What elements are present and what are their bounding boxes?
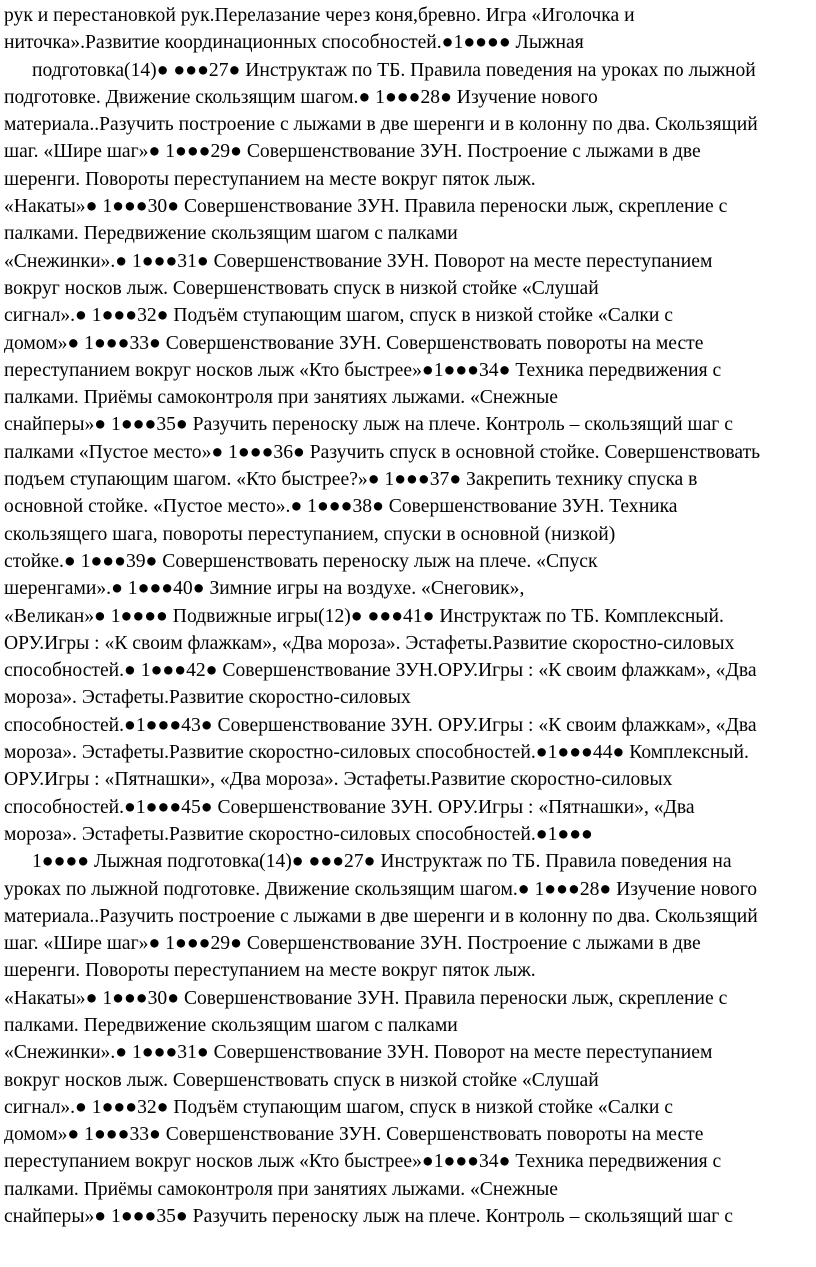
text-line-16: снайперы»● 1●●●35● Разучить переноску лыж на плече. Контроль – скользящий шаг с [4,414,733,436]
text-line-32: 1●●●● Лыжная подготовка(14)● ●●●27● Инструктаж по ТБ. Правила поведения на [32,851,732,873]
text-line-31: мороза». Эстафеты.Развитие скоростно-силовых способностей.●1●●● [4,823,593,845]
text-line-29: ОРУ.Игры : «Пятнашки», «Два мороза». Эстафеты.Развитие скоростно-силовых [4,769,673,791]
text-line-35: шаг. «Шире шаг»● 1●●●29● Совершенствование ЗУН. Построение с лыжами в две [4,933,701,955]
text-line-11: вокруг носков лыж. Совершенствовать спуск в низкой стойке «Слушай [4,277,599,299]
text-line-21: стойке.● 1●●●39● Совершенствовать переноску лыж на плече. «Спуск [4,550,598,572]
text-line-27: способностей.●1●●●43● Совершенствование ЗУН. ОРУ.Игры : «К своим флажкам», «Два [4,714,757,736]
text-line-28: мороза». Эстафеты.Развитие скоростно-силовых способностей.●1●●●44● Комплексный. [4,742,749,764]
text-line-34: материала..Разучить построение с лыжами в две шеренги и в колонну по два. Скользящий [4,905,758,927]
text-line-22: шеренгами».● 1●●●40● Зимние игры на воздухе. «Снеговик», [4,578,525,600]
text-line-7: шеренги. Повороты переступанием на месте вокруг пяток лыж. [4,168,536,190]
text-line-14: переступанием вокруг носков лыж «Кто быстрее»●1●●●34● Техника передвижения с [4,359,722,381]
text-line-9: палками. Передвижение скользящим шагом с палками [4,223,458,245]
text-line-30: способностей.●1●●●45● Совершенствование ЗУН. ОРУ.Игры : «Пятнашки», «Два [4,796,695,818]
text-line-40: вокруг носков лыж. Совершенствовать спуск в низкой стойке «Слушай [4,1069,599,1091]
text-line-2: ниточка».Развитие координационных способностей.●1●●●● Лыжная [4,32,584,54]
text-line-13: домом»● 1●●●33● Совершенствование ЗУН. Совершенствовать повороты на месте [4,332,704,354]
text-line-17: палками «Пустое место»● 1●●●36● Разучить спуск в основной стойке. Совершенствовать [4,441,761,463]
text-line-4: подготовке. Движение скользящим шагом.● 1●●●28● Изучение нового [4,86,598,108]
text-line-43: переступанием вокруг носков лыж «Кто быстрее»●1●●●34● Техника передвижения с [4,1151,722,1173]
text-line-18: подъем ступающим шагом. «Кто быстрее?»● 1●●●37● Закрепить технику спуска в [4,469,698,491]
text-line-19: основной стойке. «Пустое место».● 1●●●38● Совершенствование ЗУН. Техника [4,496,678,518]
text-line-5: материала..Разучить построение с лыжами в две шеренги и в колонну по два. Скользящий [4,114,758,136]
text-line-44: палками. Приёмы самоконтроля при занятиях лыжами. «Снежные [4,1178,558,1200]
text-line-3: подготовка(14)● ●●●27● Инструктаж по ТБ. Правила поведения на уроках по лыжной [32,59,756,81]
text-line-41: сигнал».● 1●●●32● Подъём ступающим шагом, спуск в низкой стойке «Салки с [4,1096,674,1118]
text-line-25: способностей.● 1●●●42● Совершенствование ЗУН.ОРУ.Игры : «К своим флажкам», «Два [4,660,757,682]
text-line-23: «Великан»● 1●●●● Подвижные игры(12)● ●●●41● Инструктаж по ТБ. Комплексный. [4,605,724,627]
text-line-6: шаг. «Шире шаг»● 1●●●29● Совершенствование ЗУН. Построение с лыжами в две [4,141,701,163]
text-line-8: «Накаты»● 1●●●30● Совершенствование ЗУН. Правила переноски лыж, скрепление с [4,196,728,218]
text-line-26: мороза». Эстафеты.Развитие скоростно-силовых [4,687,411,709]
text-line-38: палками. Передвижение скользящим шагом с палками [4,1014,458,1036]
text-line-10: «Снежинки».● 1●●●31● Совершенствование ЗУН. Поворот на месте переступанием [4,250,713,272]
text-line-45: снайперы»● 1●●●35● Разучить переноску лыж на плече. Контроль – скользящий шаг с [4,1206,733,1228]
text-line-37: «Накаты»● 1●●●30● Совершенствование ЗУН. Правила переноски лыж, скрепление с [4,987,728,1009]
text-line-24: ОРУ.Игры : «К своим флажкам», «Два мороза». Эстафеты.Развитие скоростно-силовых [4,632,735,654]
text-line-1: рук и перестановкой рук.Перелазание через коня,бревно. Игра «Иголочка и [4,5,635,26]
text-line-42: домом»● 1●●●33● Совершенствование ЗУН. Совершенствовать повороты на месте [4,1124,704,1146]
text-line-15: палками. Приёмы самоконтроля при занятиях лыжами. «Снежные [4,387,558,409]
text-line-36: шеренги. Повороты переступанием на месте вокруг пяток лыж. [4,960,536,982]
text-line-20: скользящего шага, повороты переступанием, спуски в основной (низкой) [4,523,616,545]
text-line-12: сигнал».● 1●●●32● Подъём ступающим шагом, спуск в низкой стойке «Салки с [4,305,674,327]
text-line-39: «Снежинки».● 1●●●31● Совершенствование ЗУН. Поворот на месте переступанием [4,1042,713,1064]
text-line-33: уроках по лыжной подготовке. Движение скользящим шагом.● 1●●●28● Изучение нового [4,878,758,900]
